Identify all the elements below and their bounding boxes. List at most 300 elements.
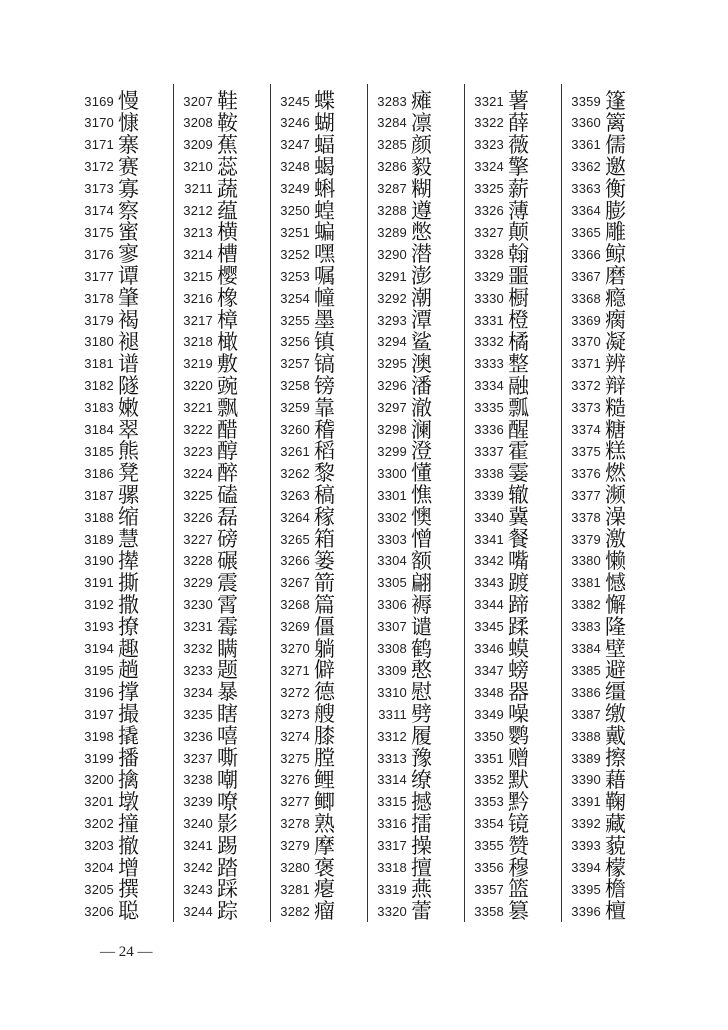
character-entry bbox=[371, 747, 432, 769]
entry-number: 3367 bbox=[571, 268, 601, 284]
entry-character: 雕 bbox=[605, 220, 626, 245]
entry-character: 薛 bbox=[508, 110, 529, 135]
entry-number: 3197 bbox=[84, 706, 114, 722]
entry-number: 3361 bbox=[571, 137, 601, 153]
entry-number: 3237 bbox=[183, 750, 213, 766]
entry-number: 3218 bbox=[183, 334, 213, 350]
entry-character: 鞋 bbox=[217, 89, 238, 113]
character-entry bbox=[468, 725, 529, 747]
entry-number: 3176 bbox=[84, 246, 114, 262]
entry-number: 3181 bbox=[84, 356, 114, 372]
entry-number: 3378 bbox=[571, 509, 601, 525]
entry-number: 3328 bbox=[474, 246, 504, 262]
entry-number: 3326 bbox=[474, 203, 504, 218]
entry-number: 3323 bbox=[474, 137, 504, 153]
character-entry bbox=[565, 528, 626, 550]
character-entry bbox=[177, 769, 238, 791]
entry-character: 融 bbox=[508, 373, 529, 398]
entry-character: 整 bbox=[508, 351, 529, 376]
character-entry bbox=[78, 857, 139, 879]
entry-character: 憨 bbox=[411, 658, 432, 683]
entry-character: 赠 bbox=[508, 746, 529, 770]
entry-character: 篮 bbox=[508, 877, 529, 902]
entry-number: 3266 bbox=[280, 553, 310, 569]
entry-number: 3268 bbox=[280, 597, 310, 613]
character-entry bbox=[274, 550, 335, 572]
entry-number: 3189 bbox=[84, 531, 114, 547]
entry-character: 撮 bbox=[118, 702, 139, 727]
entry-character: 镜 bbox=[508, 811, 529, 836]
character-entry bbox=[78, 397, 139, 419]
character-entry bbox=[177, 90, 238, 112]
character-entry bbox=[177, 419, 238, 441]
character-entry bbox=[565, 878, 626, 900]
character-entry bbox=[468, 528, 529, 550]
entry-number: 3376 bbox=[571, 465, 601, 481]
entry-character: 懂 bbox=[411, 461, 432, 486]
entry-number: 3310 bbox=[377, 684, 407, 700]
entry-number: 3308 bbox=[377, 641, 407, 656]
entry-character: 辨 bbox=[605, 351, 626, 376]
entry-character: 肇 bbox=[118, 286, 139, 311]
character-entry bbox=[177, 506, 238, 528]
character-entry bbox=[78, 419, 139, 441]
entry-character: 擅 bbox=[411, 855, 432, 880]
character-entry bbox=[177, 375, 238, 397]
entry-character: 趟 bbox=[118, 658, 139, 683]
entry-number: 3283 bbox=[377, 93, 407, 109]
entry-character: 鞍 bbox=[217, 110, 238, 135]
character-entry bbox=[371, 857, 432, 879]
entry-character: 膝 bbox=[314, 724, 335, 749]
entry-character: 篡 bbox=[508, 899, 529, 924]
entry-number: 3270 bbox=[280, 641, 310, 656]
character-entry bbox=[177, 309, 238, 331]
character-entry bbox=[565, 178, 626, 200]
character-entry bbox=[177, 200, 238, 222]
entry-number: 3183 bbox=[84, 400, 114, 416]
character-entry bbox=[177, 616, 238, 638]
character-entry bbox=[177, 659, 238, 681]
entry-number: 3222 bbox=[183, 422, 213, 437]
entry-number: 3306 bbox=[377, 597, 407, 613]
entry-number: 3374 bbox=[571, 422, 601, 437]
entry-character: 镐 bbox=[314, 351, 335, 376]
entry-character: 避 bbox=[605, 658, 626, 683]
page-number: — 24 — bbox=[100, 944, 153, 960]
entry-character: 蝴 bbox=[314, 110, 335, 135]
entry-number: 3202 bbox=[84, 816, 114, 832]
entry-number: 3347 bbox=[474, 662, 504, 678]
character-entry bbox=[177, 265, 238, 287]
character-entry bbox=[274, 134, 335, 156]
character-column bbox=[270, 84, 366, 922]
character-entry bbox=[177, 638, 238, 660]
entry-character: 德 bbox=[314, 680, 335, 705]
character-entry bbox=[371, 134, 432, 156]
character-entry bbox=[565, 462, 626, 484]
character-entry bbox=[371, 878, 432, 900]
character-entry bbox=[78, 835, 139, 857]
entry-number: 3194 bbox=[84, 641, 114, 656]
entry-character: 篇 bbox=[314, 592, 335, 617]
character-entry bbox=[371, 200, 432, 222]
character-entry bbox=[78, 375, 139, 397]
character-entry bbox=[371, 900, 432, 922]
character-entry bbox=[78, 769, 139, 791]
character-entry bbox=[468, 659, 529, 681]
character-entry bbox=[371, 397, 432, 419]
character-entry bbox=[371, 331, 432, 353]
entry-number: 3269 bbox=[280, 619, 310, 635]
entry-character: 霉 bbox=[217, 614, 238, 639]
entry-number: 3178 bbox=[84, 290, 114, 306]
character-entry bbox=[78, 156, 139, 178]
entry-number: 3263 bbox=[280, 487, 310, 503]
entry-character: 鞠 bbox=[605, 789, 626, 814]
character-entry bbox=[274, 747, 335, 769]
entry-character: 薯 bbox=[508, 89, 529, 113]
entry-number: 3303 bbox=[377, 531, 407, 547]
entry-number: 3243 bbox=[183, 881, 213, 897]
character-entry bbox=[468, 375, 529, 397]
entry-character: 藐 bbox=[605, 833, 626, 858]
entry-number: 3232 bbox=[183, 641, 213, 656]
character-entry bbox=[565, 353, 626, 375]
entry-number: 3307 bbox=[377, 619, 407, 635]
character-entry bbox=[371, 725, 432, 747]
entry-character: 擎 bbox=[508, 154, 529, 179]
character-entry bbox=[274, 791, 335, 813]
entry-character: 憾 bbox=[605, 570, 626, 595]
entry-number: 3186 bbox=[84, 465, 114, 481]
entry-character: 醒 bbox=[508, 417, 529, 442]
character-entry bbox=[177, 134, 238, 156]
entry-character: 糊 bbox=[411, 176, 432, 201]
entry-character: 豌 bbox=[217, 373, 238, 398]
entry-number: 3381 bbox=[571, 575, 601, 591]
entry-character: 潮 bbox=[411, 286, 432, 311]
entry-character: 糖 bbox=[605, 417, 626, 442]
character-entry bbox=[177, 462, 238, 484]
character-entry bbox=[274, 112, 335, 134]
entry-number: 3324 bbox=[474, 159, 504, 175]
entry-number: 3267 bbox=[280, 575, 310, 591]
entry-character: 黎 bbox=[314, 461, 335, 486]
entry-number: 3234 bbox=[183, 684, 213, 700]
entry-number: 3173 bbox=[84, 181, 114, 197]
entry-number: 3349 bbox=[474, 706, 504, 722]
entry-character: 褐 bbox=[118, 308, 139, 332]
entry-number: 3314 bbox=[377, 772, 407, 788]
entry-character: 篷 bbox=[605, 89, 626, 113]
character-entry bbox=[468, 594, 529, 616]
character-entry bbox=[177, 857, 238, 879]
character-entry bbox=[78, 681, 139, 703]
character-entry bbox=[78, 243, 139, 265]
entry-character: 踱 bbox=[508, 570, 529, 595]
entry-number: 3260 bbox=[280, 422, 310, 437]
entry-number: 3335 bbox=[474, 400, 504, 416]
entry-number: 3272 bbox=[280, 684, 310, 700]
entry-number: 3175 bbox=[84, 224, 114, 240]
character-entry bbox=[371, 221, 432, 243]
entry-number: 3385 bbox=[571, 662, 601, 678]
entry-character: 蝠 bbox=[314, 132, 335, 157]
entry-number: 3391 bbox=[571, 794, 601, 810]
character-entry bbox=[565, 638, 626, 660]
character-entry bbox=[78, 462, 139, 484]
character-entry bbox=[177, 353, 238, 375]
entry-number: 3193 bbox=[84, 619, 114, 635]
character-entry bbox=[274, 506, 335, 528]
character-entry bbox=[468, 221, 529, 243]
entry-number: 3191 bbox=[84, 575, 114, 591]
character-entry bbox=[565, 90, 626, 112]
entry-character: 潜 bbox=[411, 242, 432, 267]
character-entry bbox=[274, 353, 335, 375]
entry-character: 鲤 bbox=[314, 767, 335, 792]
entry-character: 熟 bbox=[314, 811, 335, 836]
entry-character: 藏 bbox=[605, 811, 626, 836]
entry-character: 撩 bbox=[118, 614, 139, 639]
entry-number: 3372 bbox=[571, 378, 601, 394]
entry-number: 3348 bbox=[474, 684, 504, 700]
character-entry bbox=[371, 440, 432, 462]
entry-number: 3205 bbox=[84, 881, 114, 897]
character-entry bbox=[371, 309, 432, 331]
character-entry bbox=[274, 813, 335, 835]
entry-character: 戴 bbox=[605, 724, 626, 749]
entry-character: 熊 bbox=[118, 439, 139, 464]
entry-character: 鲫 bbox=[314, 789, 335, 814]
character-entry bbox=[565, 265, 626, 287]
character-entry bbox=[468, 397, 529, 419]
entry-character: 毅 bbox=[411, 154, 432, 179]
entry-number: 3344 bbox=[474, 597, 504, 613]
entry-character: 凳 bbox=[118, 461, 139, 486]
entry-character: 翰 bbox=[508, 242, 529, 267]
entry-character: 辙 bbox=[508, 483, 529, 508]
entry-character: 薪 bbox=[508, 176, 529, 201]
character-entry bbox=[177, 178, 238, 200]
entry-character: 增 bbox=[118, 855, 139, 880]
entry-number: 3285 bbox=[377, 137, 407, 153]
entry-character: 潭 bbox=[411, 308, 432, 332]
entry-character: 瘾 bbox=[605, 286, 626, 311]
entry-character: 察 bbox=[118, 198, 139, 223]
entry-character: 额 bbox=[411, 548, 432, 573]
entry-character: 磨 bbox=[605, 264, 626, 289]
entry-number: 3365 bbox=[571, 224, 601, 240]
character-entry bbox=[274, 681, 335, 703]
entry-character: 瘫 bbox=[411, 89, 432, 113]
entry-number: 3200 bbox=[84, 772, 114, 788]
entry-character: 嘴 bbox=[508, 548, 529, 573]
character-entry bbox=[78, 506, 139, 528]
entry-character: 潘 bbox=[411, 373, 432, 398]
character-entry bbox=[468, 835, 529, 857]
character-entry bbox=[371, 550, 432, 572]
character-entry bbox=[565, 506, 626, 528]
character-entry bbox=[565, 156, 626, 178]
character-entry bbox=[78, 528, 139, 550]
entry-character: 檐 bbox=[605, 877, 626, 902]
character-entry bbox=[78, 309, 139, 331]
entry-number: 3371 bbox=[571, 356, 601, 372]
entry-number: 3274 bbox=[280, 728, 310, 744]
character-entry bbox=[274, 397, 335, 419]
character-column bbox=[367, 84, 463, 922]
entry-number: 3209 bbox=[183, 137, 213, 153]
entry-number: 3339 bbox=[474, 487, 504, 503]
entry-number: 3276 bbox=[280, 772, 310, 788]
entry-number: 3295 bbox=[377, 356, 407, 372]
character-entry bbox=[177, 397, 238, 419]
character-entry bbox=[274, 419, 335, 441]
entry-number: 3229 bbox=[183, 575, 213, 591]
character-entry bbox=[565, 200, 626, 222]
entry-character: 稿 bbox=[314, 483, 335, 508]
character-entry bbox=[177, 791, 238, 813]
entry-number: 3247 bbox=[280, 137, 310, 153]
entry-character: 辩 bbox=[605, 373, 626, 398]
character-entry bbox=[565, 791, 626, 813]
entry-number: 3345 bbox=[474, 619, 504, 635]
entry-number: 3225 bbox=[183, 487, 213, 503]
character-entry bbox=[274, 725, 335, 747]
entry-character: 槽 bbox=[217, 242, 238, 267]
entry-character: 霍 bbox=[508, 439, 529, 464]
entry-number: 3286 bbox=[377, 159, 407, 175]
entry-character: 瘪 bbox=[314, 877, 335, 902]
entry-number: 3204 bbox=[84, 860, 114, 875]
entry-number: 3319 bbox=[377, 881, 407, 897]
character-entry bbox=[78, 221, 139, 243]
character-entry bbox=[468, 178, 529, 200]
entry-character: 橘 bbox=[508, 329, 529, 354]
character-entry bbox=[78, 594, 139, 616]
entry-number: 3363 bbox=[571, 181, 601, 197]
character-entry bbox=[78, 287, 139, 309]
entry-character: 缩 bbox=[118, 505, 139, 530]
entry-number: 3369 bbox=[571, 312, 601, 328]
entry-number: 3392 bbox=[571, 816, 601, 832]
entry-number: 3330 bbox=[474, 290, 504, 306]
entry-number: 3253 bbox=[280, 268, 310, 284]
entry-character: 磊 bbox=[217, 505, 238, 530]
entry-character: 寡 bbox=[118, 176, 139, 201]
character-entry bbox=[371, 835, 432, 857]
entry-number: 3298 bbox=[377, 422, 407, 437]
character-entry bbox=[565, 550, 626, 572]
entry-character: 撑 bbox=[118, 680, 139, 705]
entry-number: 3277 bbox=[280, 794, 310, 810]
character-entry bbox=[177, 572, 238, 594]
character-entry bbox=[274, 878, 335, 900]
character-entry bbox=[468, 440, 529, 462]
entry-character: 嘶 bbox=[217, 746, 238, 770]
entry-character: 劈 bbox=[411, 702, 432, 727]
entry-number: 3256 bbox=[280, 334, 310, 350]
character-entry bbox=[468, 616, 529, 638]
entry-character: 蝶 bbox=[314, 89, 335, 113]
character-entry bbox=[468, 462, 529, 484]
entry-number: 3215 bbox=[183, 268, 213, 284]
entry-character: 磕 bbox=[217, 483, 238, 508]
character-entry bbox=[565, 703, 626, 725]
entry-character: 嘱 bbox=[314, 264, 335, 289]
character-entry bbox=[468, 572, 529, 594]
entry-number: 3379 bbox=[571, 531, 601, 547]
entry-character: 稼 bbox=[314, 505, 335, 530]
character-entry bbox=[565, 769, 626, 791]
entry-number: 3207 bbox=[183, 93, 213, 109]
entry-number: 3195 bbox=[84, 662, 114, 678]
entry-character: 颜 bbox=[411, 132, 432, 157]
character-entry bbox=[468, 265, 529, 287]
entry-number: 3318 bbox=[377, 860, 407, 875]
character-entry bbox=[274, 440, 335, 462]
entry-number: 3386 bbox=[571, 684, 601, 700]
entry-character: 履 bbox=[411, 724, 432, 749]
character-entry bbox=[565, 616, 626, 638]
entry-number: 3384 bbox=[571, 641, 601, 656]
entry-number: 3228 bbox=[183, 553, 213, 569]
character-entry bbox=[371, 528, 432, 550]
entry-character: 撵 bbox=[118, 548, 139, 573]
entry-number: 3342 bbox=[474, 553, 504, 569]
entry-number: 3350 bbox=[474, 728, 504, 744]
entry-character: 凛 bbox=[411, 110, 432, 135]
entry-character: 撼 bbox=[411, 789, 432, 814]
entry-number: 3187 bbox=[84, 487, 114, 503]
entry-character: 蝎 bbox=[314, 154, 335, 179]
entry-character: 慢 bbox=[118, 89, 139, 113]
entry-character: 嫩 bbox=[118, 395, 139, 420]
entry-character: 敷 bbox=[217, 351, 238, 376]
entry-character: 澎 bbox=[411, 264, 432, 289]
entry-number: 3177 bbox=[84, 268, 114, 284]
character-entry bbox=[78, 747, 139, 769]
character-entry bbox=[177, 331, 238, 353]
character-entry bbox=[565, 221, 626, 243]
character-entry bbox=[177, 243, 238, 265]
entry-number: 3327 bbox=[474, 224, 504, 240]
entry-number: 3383 bbox=[571, 619, 601, 635]
entry-number: 3169 bbox=[84, 93, 114, 109]
entry-number: 3217 bbox=[183, 312, 213, 328]
entry-character: 壁 bbox=[605, 636, 626, 661]
entry-character: 冀 bbox=[508, 505, 529, 530]
character-entry bbox=[371, 375, 432, 397]
entry-character: 谴 bbox=[411, 614, 432, 639]
character-entry bbox=[565, 440, 626, 462]
entry-number: 3301 bbox=[377, 487, 407, 503]
entry-character: 震 bbox=[217, 570, 238, 595]
entry-character: 翩 bbox=[411, 570, 432, 595]
character-entry bbox=[177, 287, 238, 309]
entry-character: 寥 bbox=[118, 242, 139, 267]
entry-number: 3357 bbox=[474, 881, 504, 897]
entry-number: 3368 bbox=[571, 290, 601, 306]
character-entry bbox=[468, 90, 529, 112]
character-entry bbox=[274, 703, 335, 725]
entry-character: 篱 bbox=[605, 110, 626, 135]
character-entry bbox=[468, 681, 529, 703]
entry-character: 幢 bbox=[314, 286, 335, 311]
entry-character: 蕾 bbox=[411, 899, 432, 924]
